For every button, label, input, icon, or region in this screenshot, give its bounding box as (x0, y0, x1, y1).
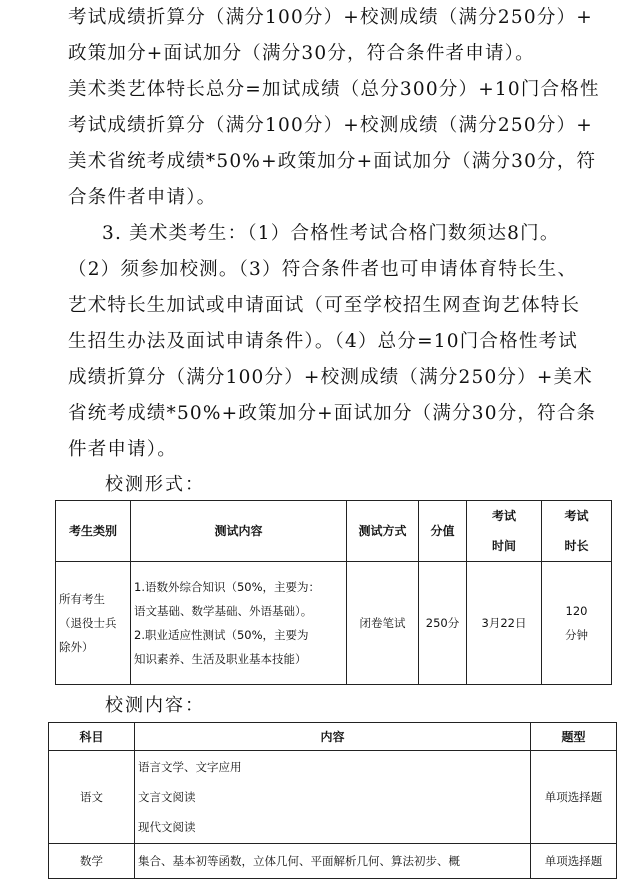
text-line: 政策加分+面试加分（满分30分，符合条件者申请）。 (68, 43, 535, 64)
table-row (49, 844, 617, 879)
text-line: 美术类艺体特长总分=加试成绩（总分300分）+10门合格性 (68, 79, 600, 100)
duration-line2: 分钟 (565, 628, 588, 642)
content-item: 语言文学、文字应用 (138, 760, 242, 774)
text-line: 合条件者申请）。 (68, 187, 217, 208)
category-line2: （退役士兵 (59, 616, 117, 630)
header-duration-line2: 时长 (564, 539, 589, 553)
cell-score: 250分 (419, 562, 467, 685)
cell-content (131, 562, 347, 685)
content-line3: 2.职业适应性测试（50%，主要为 (134, 628, 309, 642)
content-line2: 语文基础、数学基础、外语基础）。 (134, 604, 313, 618)
cell-content (135, 751, 531, 844)
header-content: 测试内容 (131, 501, 347, 562)
text-line: 考试成绩折算分（满分100分）+校测成绩（满分250分）+ (68, 7, 593, 28)
cell-content (135, 844, 531, 879)
content-line4: 知识素养、生活及职业基本技能） (134, 652, 307, 666)
text-line: 件者申请）。 (68, 439, 177, 460)
cell-subject: 数学 (49, 844, 135, 879)
cell-type: 单项选择题 (531, 844, 617, 879)
category-line1: 所有考生 (59, 592, 105, 606)
table-row (56, 562, 612, 685)
text-line: （2）须参加校测。（3）符合条件者也可申请体育特长生、 (68, 259, 578, 280)
table-header-row (49, 723, 617, 751)
content-item: 现代文阅读 (138, 820, 196, 834)
content-item: 集合、基本初等函数，立体几何、平面解析几何、算法初步、概 (138, 854, 460, 868)
header-time-line1: 考试 (491, 509, 516, 523)
exam-form-table (55, 500, 612, 685)
header-score: 分值 (419, 501, 467, 562)
exam-content-label: 校测内容： (105, 695, 205, 716)
cell-time: 3月22日 (467, 562, 542, 685)
content-line1: 1.语数外综合知识（50%，主要为： (134, 580, 321, 594)
text-line: 美术省统考成绩*50%+政策加分+面试加分（满分30分，符 (68, 151, 597, 172)
category-line3: 除外） (59, 640, 94, 654)
text-line: 省统考成绩*50%+政策加分+面试加分（满分30分，符合条 (68, 403, 597, 424)
text-line: 艺术特长生加试或申请面试（可至学校招生网查询艺体特长 (68, 295, 581, 316)
header-time-line2: 时间 (491, 539, 516, 553)
table-header-row (56, 501, 612, 562)
content-item: 文言文阅读 (138, 790, 196, 804)
exam-content-table (48, 722, 617, 879)
header-content: 内容 (135, 723, 531, 751)
cell-duration (542, 562, 612, 685)
text-line: 考试成绩折算分（满分100分）+校测成绩（满分250分）+ (68, 115, 593, 136)
header-type: 题型 (531, 723, 617, 751)
cell-type: 单项选择题 (531, 751, 617, 844)
header-duration (542, 501, 612, 562)
header-method: 测试方式 (347, 501, 419, 562)
text-line: 3. 美术类考生：（1）合格性考试合格门数须达8门。 (102, 223, 560, 244)
cell-subject: 语文 (49, 751, 135, 844)
header-subject: 科目 (49, 723, 135, 751)
header-time (467, 501, 542, 562)
duration-line1: 120 (565, 604, 588, 618)
cell-category (56, 562, 131, 685)
cell-method: 闭卷笔试 (347, 562, 419, 685)
header-category: 考生类别 (56, 501, 131, 562)
exam-form-label: 校测形式： (105, 474, 205, 495)
header-duration-line1: 考试 (564, 509, 589, 523)
text-line: 成绩折算分（满分100分）+校测成绩（满分250分）+美术 (68, 367, 593, 388)
text-line: 生招生办法及面试申请条件）。（4）总分=10门合格性考试 (68, 331, 578, 352)
table-row (49, 751, 617, 844)
